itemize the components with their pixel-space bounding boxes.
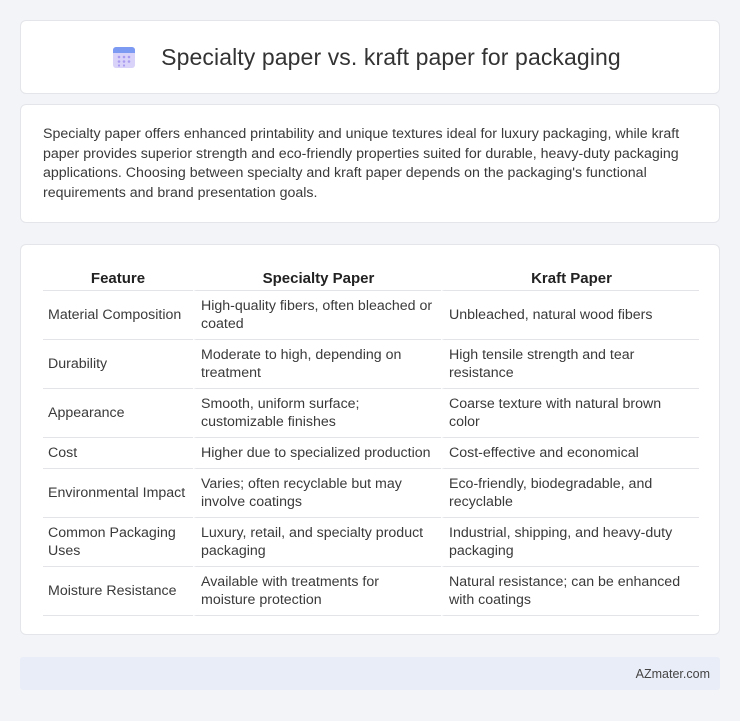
table-row — [43, 469, 699, 518]
specialty-cell: Luxury, retail, and specialty product packaging — [193, 518, 441, 567]
comparison-table — [43, 265, 699, 616]
specialty-cell: Varies; often recyclable but may involve coatings — [193, 469, 441, 518]
description-text: Specialty paper offers enhanced printability and unique textures ideal for luxury packaging, while kraft paper provides superior strength and eco-friendly properties suited for durable, heavy-duty packaging applications. Choosing between specialty and kraft paper depends on the packaging's functional requirements and brand presentation goals. — [43, 126, 680, 201]
kraft-cell: High tensile strength and tear resistance — [441, 340, 699, 389]
specialty-cell: Available with treatments for moisture protection — [193, 567, 441, 616]
header-specialty-paper: Specialty Paper — [193, 265, 441, 291]
table-row — [43, 291, 699, 340]
footer-brand[interactable]: AZmater.com — [635, 666, 710, 681]
specialty-cell: Higher due to specialized production — [193, 438, 441, 469]
feature-cell: Environmental Impact — [43, 469, 193, 518]
specialty-cell: Moderate to high, depending on treatment — [193, 340, 441, 389]
specialty-cell: Smooth, uniform surface; customizable finishes — [193, 389, 441, 438]
table-row — [43, 567, 699, 616]
footer-bar — [20, 657, 720, 690]
page-title: Specialty paper vs. kraft paper for packaging — [161, 43, 621, 70]
table-row — [43, 389, 699, 438]
header-kraft-paper: Kraft Paper — [441, 265, 699, 291]
kraft-cell: Natural resistance; can be enhanced with coatings — [441, 567, 699, 616]
feature-cell: Moisture Resistance — [43, 567, 193, 616]
kraft-cell: Unbleached, natural wood fibers — [441, 291, 699, 340]
comparison-card — [20, 244, 720, 635]
feature-cell: Appearance — [43, 389, 193, 438]
table-header-row — [43, 265, 699, 291]
header-feature: Feature — [43, 265, 193, 291]
kraft-cell: Industrial, shipping, and heavy-duty packaging — [441, 518, 699, 567]
kraft-cell: Coarse texture with natural brown color — [441, 389, 699, 438]
feature-cell: Common Packaging Uses — [43, 518, 193, 567]
feature-cell: Cost — [43, 438, 193, 469]
description-card — [20, 104, 720, 223]
calendar-icon — [111, 44, 137, 70]
table-row — [43, 340, 699, 389]
table-row — [43, 438, 699, 469]
title-card — [20, 20, 720, 94]
kraft-cell: Eco-friendly, biodegradable, and recyclable — [441, 469, 699, 518]
table-row — [43, 518, 699, 567]
feature-cell: Material Composition — [43, 291, 193, 340]
feature-cell: Durability — [43, 340, 193, 389]
specialty-cell: High-quality fibers, often bleached or coated — [193, 291, 441, 340]
kraft-cell: Cost-effective and economical — [441, 438, 699, 469]
